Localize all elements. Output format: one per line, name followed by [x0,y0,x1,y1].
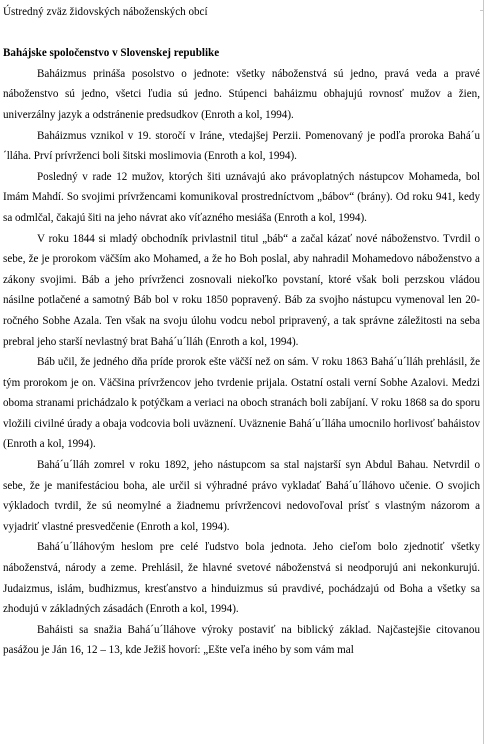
blank-line [3,23,480,44]
section-title: Bahájske spoločenstvo v Slovenskej republike [3,47,220,60]
paragraph-3: Posledný v rade 12 mužov, ktorých šiti uznávajú ako právoplatných nástupcov Mohameda, bol Imám Mahdí. So svojimi prívržencami komunikoval prostredníctvom „bábov“ (brány). Od roku 941, kedy sa odmlčal, čakajú šiti na jeho návrat ako víťazného mesiáša (Enroth a kol, 1994). [3,170,480,224]
paragraph-1: Baháizmus prináša posolstvo o jednote: všetky náboženstvá sú jedno, pravá veda a pravé náboženstvo sú jedno, všetci ľudia sú jedno. Stúpenci baháizmu obhajujú rovnosť mužov a žien, univerzálny jazyk a odstránenie predsudkov (Enroth a kol, 1994). [3,67,480,121]
page-margin-mark [480,10,484,11]
paragraph-7: Bahá´u´lláhovým heslom pre celé ľudstvo bola jednota. Jeho cieľom bolo zjednotiť všetky náboženstvá, národy a zeme. Prehlásil, že hlavné svetové náboženstvá si neodporujú ani nekonkurujú. Judaizmus, islám, budhizmus, kresťanstvo a hinduizmus sú pravdivé, pochádzajú od Boha a všetky sa zhodujú v základných zásadách (Enroth a kol, 1994). [3,541,480,616]
document-body[interactable] [3,2,480,661]
paragraph-2: Baháizmus vznikol v 19. storočí v Iráne, vtedajšej Perzii. Pomenovaný je podľa proroka Bahá´u´lláha. Prví prívrženci boli šitski moslimovia (Enroth a kol, 1994). [3,129,480,163]
document-header: Ústredný zväz židovských náboženských obcí [3,6,208,18]
paragraph-5: Báb učil, že jedného dňa príde prorok ešte väčší než on sám. V roku 1863 Bahá´u´lláh prehlásil, že tým prorokom je on. Väčšina prívržencov jeho tvrdenie prijala. Ostatní ostali verní Sobhe Azalovi. Medzi oboma stranami prichádzalo k potýčkam a veriaci na oboch stranách boli zabíjaní. V roku 1868 sa do sporu vložili civilné úrady a obaja vodcovia boli uväznení. Uväznenie Bahá´u´lláha umocnilo horlivosť baháistov (Enroth a kol, 1994). [3,356,481,451]
paragraph-4: V roku 1844 si mladý obchodník privlastnil titul „báb“ a začal kázať nové náboženstvo. Tvrdil o sebe, že je prorokom väčším ako Mohamed, a že ho Boh poslal, aby nahradil Mohamedovo náboženstvo a zákony svojimi. Báb a jeho prívrženci zosnovali niekoľko povstaní, ktoré však boli perzskou vládou násilne potlačené a samotný Báb bol v roku 1850 popravený. Báb za svojho nástupcu vymenoval len 20-ročného Sobhe Azala. Ten však na svoju úlohu vodcu nebol pripravený, a tak správne záležitosti na seba prebral jeho starší nevlastný brat Bahá´u´lláh (Enroth a kol, 1994). [3,232,480,348]
paragraph-8: Baháisti sa snažia Bahá´u´lláhove výroky postaviť na biblický základ. Najčastejšie citovanou pasážou je Ján 16, 12 – 13, kde Ježiš hovorí: „Ešte veľa iného by som vám mal [3,623,480,657]
paragraph-6: Bahá´u´lláh zomrel v roku 1892, jeho nástupcom sa stal najstarší syn Abdul Bahau. Netvrdil o sebe, že je manifestáciou boha, ale určil si výhradné právo vykladať Bahá´u´lláhovo učenie. O svojich výkladoch tvrdil, že sú neomylné a žiadnemu prívržencovi nedovoľoval prísť s vlastným názorom a vyjadriť vlastné presvedčenie (Enroth a kol, 1994). [3,459,480,533]
